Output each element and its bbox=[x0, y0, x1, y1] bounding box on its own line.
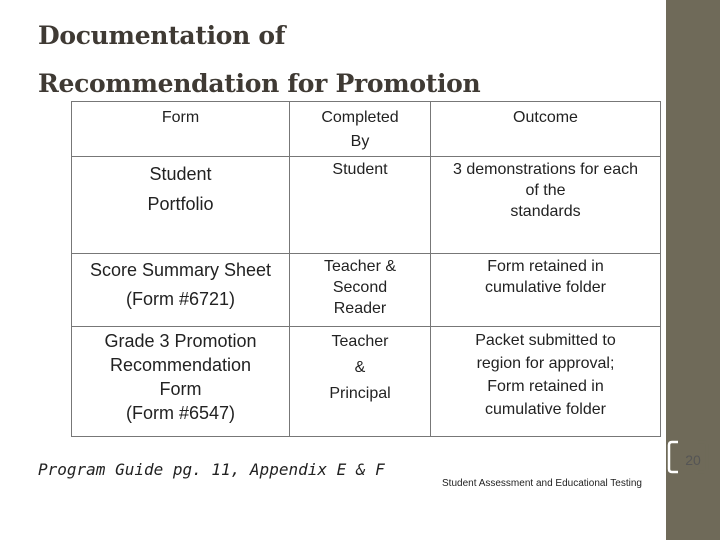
table-row bbox=[72, 254, 661, 327]
cell-text: Packet submitted to bbox=[475, 332, 616, 349]
table-header-row bbox=[72, 102, 661, 157]
cell-text: 3 demonstrations for each bbox=[453, 161, 638, 178]
cell-completed-by bbox=[290, 327, 431, 437]
cell-text: Grade 3 Promotion bbox=[104, 331, 257, 351]
cell-text: Principal bbox=[329, 385, 391, 402]
documentation-table bbox=[71, 101, 661, 437]
header-outcome bbox=[431, 102, 661, 157]
cell-form bbox=[72, 327, 290, 437]
cell-text: standards bbox=[510, 203, 581, 220]
cell-outcome bbox=[431, 254, 661, 327]
cell-text: Recommendation bbox=[109, 355, 252, 375]
header-completed-by-line-1: Completed bbox=[321, 109, 399, 126]
cell-completed-by bbox=[290, 157, 431, 254]
cell-text: Form retained in bbox=[487, 258, 604, 275]
cell-text: region for approval; bbox=[476, 355, 615, 372]
cell-text: Second bbox=[332, 279, 388, 296]
cell-text: Reader bbox=[333, 300, 387, 317]
page-number: 20 bbox=[685, 452, 701, 468]
table-row bbox=[72, 157, 661, 254]
title-line-1: Documentation of bbox=[38, 21, 286, 50]
slide-title bbox=[38, 12, 658, 108]
header-outcome-label: Outcome bbox=[513, 109, 578, 126]
cell-text: (Form #6721) bbox=[125, 289, 236, 309]
cell-text: cumulative folder bbox=[485, 401, 606, 418]
cell-outcome bbox=[431, 327, 661, 437]
cell-text: Student bbox=[332, 161, 388, 178]
cell-text: Teacher bbox=[331, 333, 389, 350]
footer-department: Student Assessment and Educational Testing bbox=[442, 478, 642, 489]
cell-outcome bbox=[431, 157, 661, 254]
cell-text: of the bbox=[525, 182, 566, 199]
header-completed-by bbox=[290, 102, 431, 157]
footer-program-guide: Program Guide pg. 11, Appendix E & F bbox=[38, 460, 385, 479]
cell-text: Form bbox=[159, 379, 202, 399]
cell-text: & bbox=[354, 359, 366, 376]
cell-form bbox=[72, 157, 290, 254]
table-row bbox=[72, 327, 661, 437]
header-form bbox=[72, 102, 290, 157]
cell-text: Student bbox=[149, 164, 212, 184]
cell-completed-by bbox=[290, 254, 431, 327]
cell-form bbox=[72, 254, 290, 327]
header-completed-by-line-2: By bbox=[350, 133, 370, 150]
title-line-2: Recommendation for Promotion bbox=[38, 69, 481, 98]
cell-text: Score Summary Sheet bbox=[89, 260, 272, 280]
cell-text: Portfolio bbox=[147, 194, 214, 214]
cell-text: Form retained in bbox=[487, 378, 604, 395]
header-form-label: Form bbox=[161, 109, 200, 126]
cell-text: cumulative folder bbox=[485, 279, 606, 296]
cell-text: Teacher & bbox=[323, 258, 397, 275]
cell-text: (Form #6547) bbox=[125, 403, 236, 423]
